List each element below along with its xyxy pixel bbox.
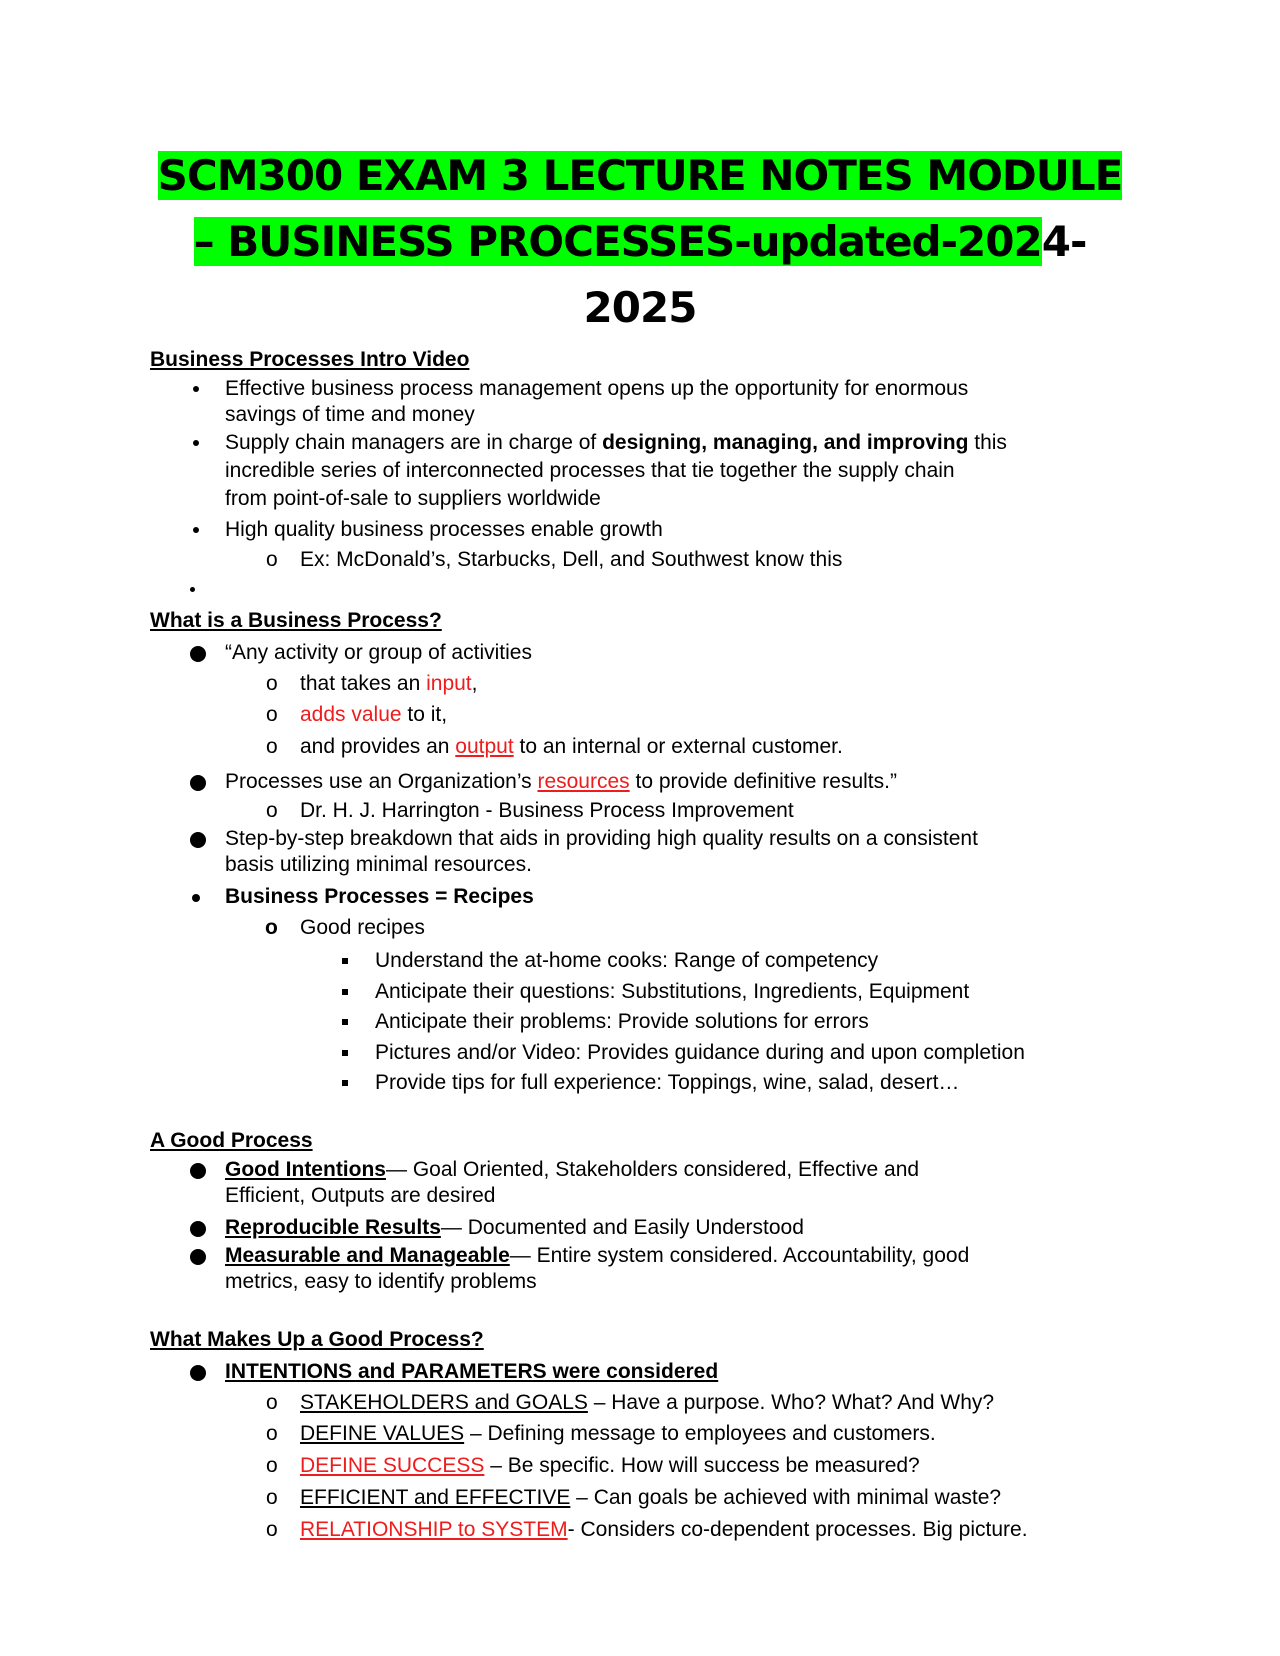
- square-bullet-icon: [342, 1050, 348, 1056]
- bullet-icon: [190, 775, 206, 791]
- bullet-icon: [190, 832, 206, 848]
- recipe-item: Pictures and/or Video: Provides guidance during and upon completion: [375, 1041, 1025, 1064]
- intentions-sub-4: EFFICIENT and EFFECTIVE – Can goals be achieved with minimal waste?: [300, 1486, 1002, 1509]
- sub-bullet-o-icon: o: [266, 1391, 278, 1414]
- intentions-sub-5: RELATIONSHIP to SYSTEM- Considers co-dependent processes. Big picture.: [300, 1518, 1028, 1541]
- bullet-icon: [190, 1221, 206, 1237]
- intro-bullet-3: High quality business processes enable growth: [225, 518, 663, 541]
- intro-bullet-2-line-2: incredible series of interconnected processes that tie together the supply chain: [225, 459, 955, 482]
- good-process-bullet-1-line-2: Efficient, Outputs are desired: [225, 1184, 496, 1207]
- square-bullet-icon: [342, 958, 348, 964]
- intro-bullet-1-line-1: Effective business process management opens up the opportunity for enormous: [225, 377, 969, 400]
- definition-bullet-3-line-1: Step-by-step breakdown that aids in providing high quality results on a consistent: [225, 827, 978, 850]
- empty-bullet-icon: [190, 587, 195, 592]
- bullet-icon: [193, 527, 199, 533]
- section-heading-intro-video: Business Processes Intro Video: [150, 348, 470, 371]
- bullet-icon: [190, 1249, 206, 1265]
- sub-bullet-o-icon: o: [266, 799, 278, 822]
- recipe-item: Anticipate their questions: Substitutions, Ingredients, Equipment: [375, 980, 970, 1003]
- definition-bullet-4: Business Processes = Recipes: [225, 885, 534, 908]
- square-bullet-icon: [342, 1019, 348, 1025]
- definition-bullet-2-sub: Dr. H. J. Harrington - Business Process Improvement: [300, 799, 794, 822]
- sub-bullet-o-icon: o: [266, 1518, 278, 1541]
- recipe-item: Anticipate their problems: Provide solutions for errors: [375, 1010, 869, 1033]
- bullet-icon: [190, 646, 206, 662]
- sub-bullet-o-icon: o: [266, 1454, 278, 1477]
- intentions-sub-3: DEFINE SUCCESS – Be specific. How will success be measured?: [300, 1454, 920, 1477]
- title-line-2-highlighted: – BUSINESS PROCESSES-updated-202: [193, 217, 1042, 266]
- definition-bullet-1: “Any activity or group of activities: [225, 641, 532, 664]
- title-line-1: SCM300 EXAM 3 LECTURE NOTES MODULE: [157, 151, 1123, 200]
- definition-sub-2: adds value to it,: [300, 703, 448, 726]
- good-process-bullet-1-line-1: Good Intentions— Goal Oriented, Stakeholders considered, Effective and: [225, 1158, 920, 1181]
- sub-bullet-o-icon: o: [266, 1422, 278, 1445]
- sub-bullet-o-icon: o: [266, 735, 278, 758]
- document-title: [140, 143, 1140, 341]
- sub-bullet-o-icon: o: [266, 1486, 278, 1509]
- section-heading-good-process: A Good Process: [150, 1129, 313, 1152]
- intro-bullet-2-line-1: Supply chain managers are in charge of designing, managing, and improving this: [225, 431, 1007, 454]
- definition-sub-1: that takes an input,: [300, 672, 478, 695]
- intentions-sub-1: STAKEHOLDERS and GOALS – Have a purpose. Who? What? And Why?: [300, 1391, 995, 1414]
- intro-bullet-1-line-2: savings of time and money: [225, 403, 475, 426]
- section-heading-what-makes-good-process: What Makes Up a Good Process?: [150, 1328, 484, 1351]
- bullet-icon: [193, 386, 199, 392]
- sub-bullet-o-icon: o: [266, 672, 278, 695]
- intro-bullet-3-sub: Ex: McDonald’s, Starbucks, Dell, and Southwest know this: [300, 548, 843, 571]
- bullet-icon: [190, 1163, 206, 1179]
- sub-bullet-o-icon: o: [266, 548, 278, 571]
- definition-bullet-4-sub: Good recipes: [300, 916, 425, 939]
- square-bullet-icon: [342, 1080, 348, 1086]
- sub-bullet-o-icon: o: [265, 916, 278, 939]
- bullet-icon: [193, 440, 199, 446]
- title-line-2-rest: 4-2025: [583, 217, 1087, 332]
- recipe-item: Provide tips for full experience: Toppings, wine, salad, desert…: [375, 1071, 960, 1094]
- intentions-sub-2: DEFINE VALUES – Defining message to employees and customers.: [300, 1422, 936, 1445]
- sub-bullet-o-icon: o: [266, 703, 278, 726]
- bullet-icon: [190, 1365, 206, 1381]
- good-process-bullet-3-line-2: metrics, easy to identify problems: [225, 1270, 537, 1293]
- definition-sub-3: and provides an output to an internal or external customer.: [300, 735, 843, 758]
- good-process-bullet-2: Reproducible Results— Documented and Easily Understood: [225, 1216, 804, 1239]
- section-heading-what-is-business-process: What is a Business Process?: [150, 609, 442, 632]
- intentions-bullet: INTENTIONS and PARAMETERS were considered: [225, 1360, 719, 1383]
- recipe-item: Understand the at-home cooks: Range of competency: [375, 949, 879, 972]
- intro-bullet-2-line-3: from point-of-sale to suppliers worldwide: [225, 487, 601, 510]
- definition-bullet-3-line-2: basis utilizing minimal resources.: [225, 853, 532, 876]
- good-process-bullet-3-line-1: Measurable and Manageable— Entire system considered. Accountability, good: [225, 1244, 970, 1267]
- bullet-icon: [192, 894, 200, 902]
- square-bullet-icon: [342, 989, 348, 995]
- definition-bullet-2: Processes use an Organization’s resources to provide definitive results.”: [225, 770, 897, 793]
